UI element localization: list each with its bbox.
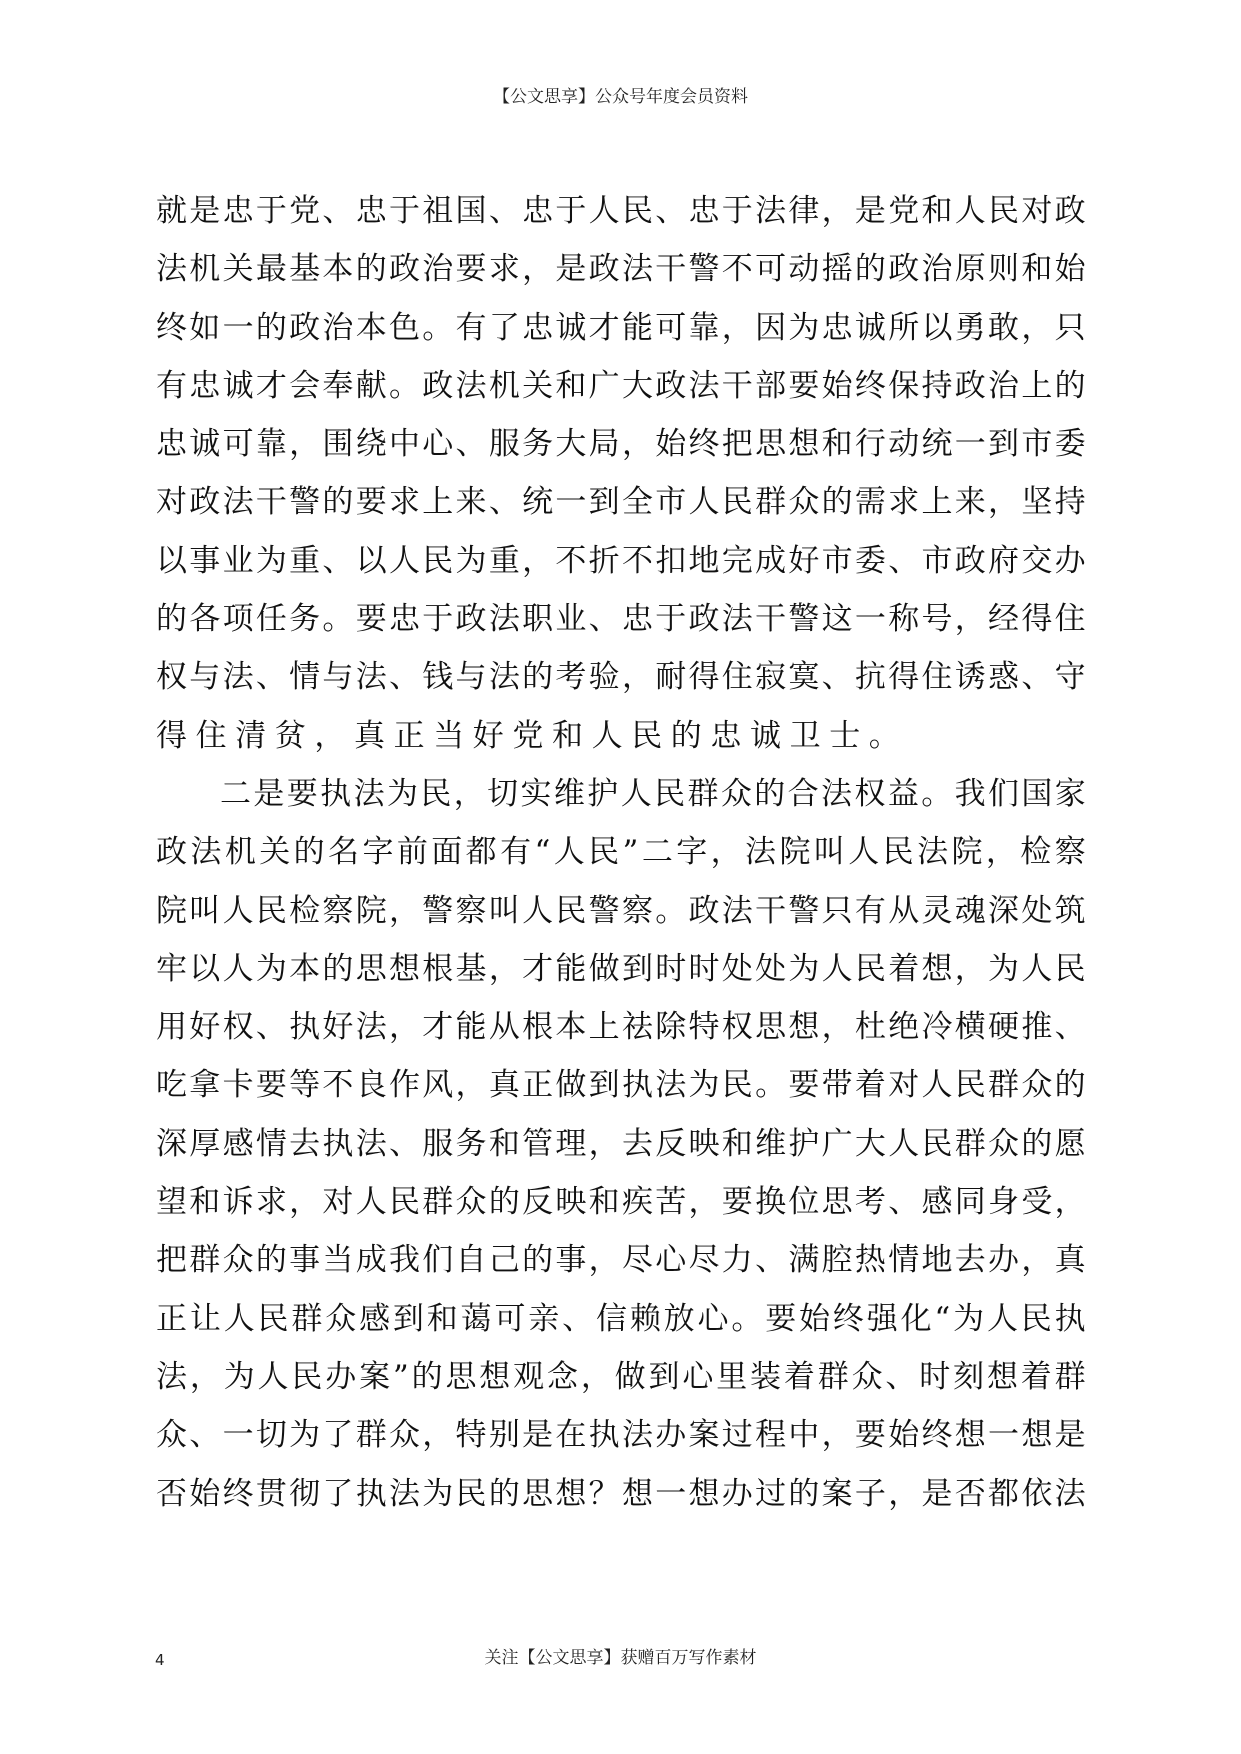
text-line: 有 忠 诚 才 会 奉 献 。 政 法 机 关 和 广 大 政 法 干 部 要 始 终 保 持 政 治 上 的 — [156, 367, 1086, 404]
text-line: 政 法 机 关 的 名 字 前 面 都 有 “ 人 民 ” 二 字 ， 法 院 叫 人 民 法 院 ， 检 察 — [156, 834, 1086, 871]
text-line: 用 好 权 、 执 好 法 ， 才 能 从 根 本 上 祛 除 特 权 思 想 ， 杜 绝 冷 横 硬 推 、 — [156, 1009, 1086, 1046]
text-line: 吃 拿 卡 要 等 不 良 作 风 ， 真 正 做 到 执 法 为 民 。 要 带 着 对 人 民 群 众 的 — [156, 1067, 1086, 1104]
text-line: 以 事 业 为 重 、 以 人 民 为 重 ， 不 折 不 扣 地 完 成 好 市 委 、 市 政 府 交 办 — [156, 542, 1086, 579]
page-number: 4 — [155, 1651, 165, 1669]
text-line: 否 始 终 贯 彻 了 执 法 为 民 的 思 想 ？ 想 一 想 办 过 的 案 子 ， 是 否 都 依 法 — [156, 1475, 1086, 1512]
text-line: 院 叫 人 民 检 察 院 ， 警 察 叫 人 民 警 察 。 政 法 干 警 只 有 从 灵 魂 深 处 筑 — [156, 892, 1086, 929]
text-line: 法 机 关 最 基 本 的 政 治 要 求 ， 是 政 法 干 警 不 可 动 摇 的 政 治 原 则 和 始 — [156, 251, 1086, 288]
text-line: 终 如 一 的 政 治 本 色 。 有 了 忠 诚 才 能 可 靠 ， 因 为 忠 诚 所 以 勇 敢 ， 只 — [156, 309, 1086, 346]
paragraph-first-line: 二 是 要 执 法 为 民 ， 切 实 维 护 人 民 群 众 的 合 法 权 益 。 我 们 国 家 — [220, 775, 1086, 812]
text-line: 的 各 项 任 务 。 要 忠 于 政 法 职 业 、 忠 于 政 法 干 警 这 一 称 号 ， 经 得 住 — [156, 601, 1086, 638]
text-line: 深 厚 感 情 去 执 法 、 服 务 和 管 理 ， 去 反 映 和 维 护 广 大 人 民 群 众 的 愿 — [156, 1125, 1086, 1162]
page-footer: 关注【公文思享】获赠百万写作素材 — [484, 1648, 757, 1668]
text-line: 众 、 一 切 为 了 群 众 ， 特 别 是 在 执 法 办 案 过 程 中 ， 要 始 终 想 一 想 是 — [156, 1417, 1086, 1454]
text-line: 忠 诚 可 靠 ， 围 绕 中 心 、 服 务 大 局 ， 始 终 把 思 想 和 行 动 统 一 到 市 委 — [156, 426, 1086, 463]
text-line: 法 ， 为 人 民 办 案 ” 的 思 想 观 念 ， 做 到 心 里 装 着 群 众 、 时 刻 想 着 群 — [156, 1358, 1086, 1395]
text-line: 望 和 诉 求 ， 对 人 民 群 众 的 反 映 和 疾 苦 ， 要 换 位 思 考 、 感 同 身 受 ， — [156, 1184, 1086, 1221]
text-line: 得住清贫，真正当好党和人民的忠诚卫士。 — [156, 717, 909, 754]
text-line: 对 政 法 干 警 的 要 求 上 来 、 统 一 到 全 市 人 民 群 众 的 需 求 上 来 ， 坚 持 — [156, 484, 1086, 521]
text-line: 把 群 众 的 事 当 成 我 们 自 己 的 事 ， 尽 心 尽 力 、 满 腔 热 情 地 去 办 ， 真 — [156, 1242, 1086, 1279]
text-line: 就 是 忠 于 党 、 忠 于 祖 国 、 忠 于 人 民 、 忠 于 法 律 ， 是 党 和 人 民 对 政 — [156, 193, 1086, 229]
page-header: 【公文思享】公众号年度会员资料 — [493, 87, 748, 107]
text-line: 牢 以 人 为 本 的 思 想 根 基 ， 才 能 做 到 时 时 处 处 为 人 民 着 想 ， 为 人 民 — [156, 950, 1086, 987]
text-line: 权 与 法 、 情 与 法 、 钱 与 法 的 考 验 ， 耐 得 住 寂 寞 、 抗 得 住 诱 惑 、 守 — [156, 659, 1086, 696]
body-text — [156, 182, 1086, 1523]
text-line: 正 让 人 民 群 众 感 到 和 蔼 可 亲 、 信 赖 放 心 。 要 始 终 强 化 “ 为 人 民 执 — [156, 1300, 1086, 1337]
